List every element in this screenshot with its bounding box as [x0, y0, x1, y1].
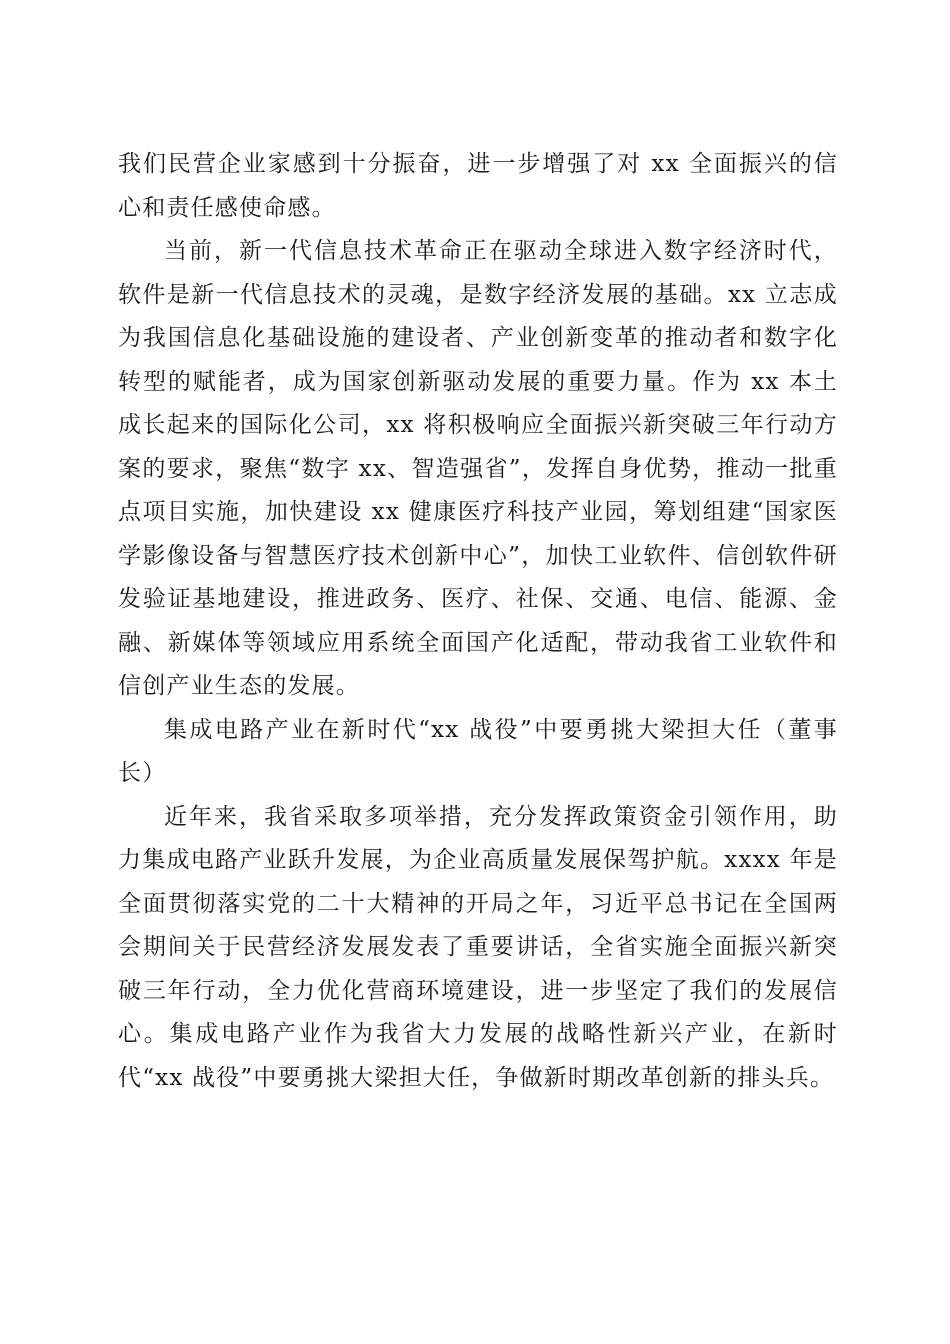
document-body	[118, 143, 838, 1100]
paragraph-digital-economy: 当前，新一代信息技术革命正在驱动全球进入数字经济时代，软件是新一代信息技术的灵魂，是数字经济发展的基础。xx 立志成为我国信息化基础设施的建设者、产业创新变革的推动者和数字化转型的赋能者，成为国家创新驱动发展的重要力量。作为 xx 本土成长起来的国际化公司，xx 将积极响应全面振兴新突破三年行动方案的要求，聚焦“数字 xx、智造强省”，发挥自身优势，推动一批重点项目实施，加快建设 xx 健康医疗科技产业园，筹划组建“国家医学影像设备与智慧医疗技术创新中心”，加快工业软件、信创软件研发验证基地建设，推进政务、医疗、社保、交通、电信、能源、金融、新媒体等领域应用系统全面国产化适配，带动我省工业软件和信创产业生态的发展。	[118, 238, 838, 699]
paragraph-integrated-circuit: 近年来，我省采取多项举措，充分发挥政策资金引领作用，助力集成电路产业跃升发展，为企业高质量发展保驾护航。xxxx 年是全面贯彻落实党的二十大精神的开局之年，习近平总书记在全国两会期间关于民营经济发展发表了重要讲话，全省实施全面振兴新突破三年行动，全力优化营商环境建设，进一步坚定了我们的发展信心。集成电路产业作为我省大力发展的战略性新兴产业，在新时代“xx 战役”中要勇挑大梁担大任，争做新时期改革创新的排头兵。	[118, 803, 838, 1091]
section-heading: 集成电路产业在新时代“xx 战役”中要勇挑大梁担大任（董事长）	[118, 716, 838, 786]
paragraph-continuation: 我们民营企业家感到十分振奋，进一步增强了对 xx 全面振兴的信心和责任感使命感。	[118, 151, 838, 221]
